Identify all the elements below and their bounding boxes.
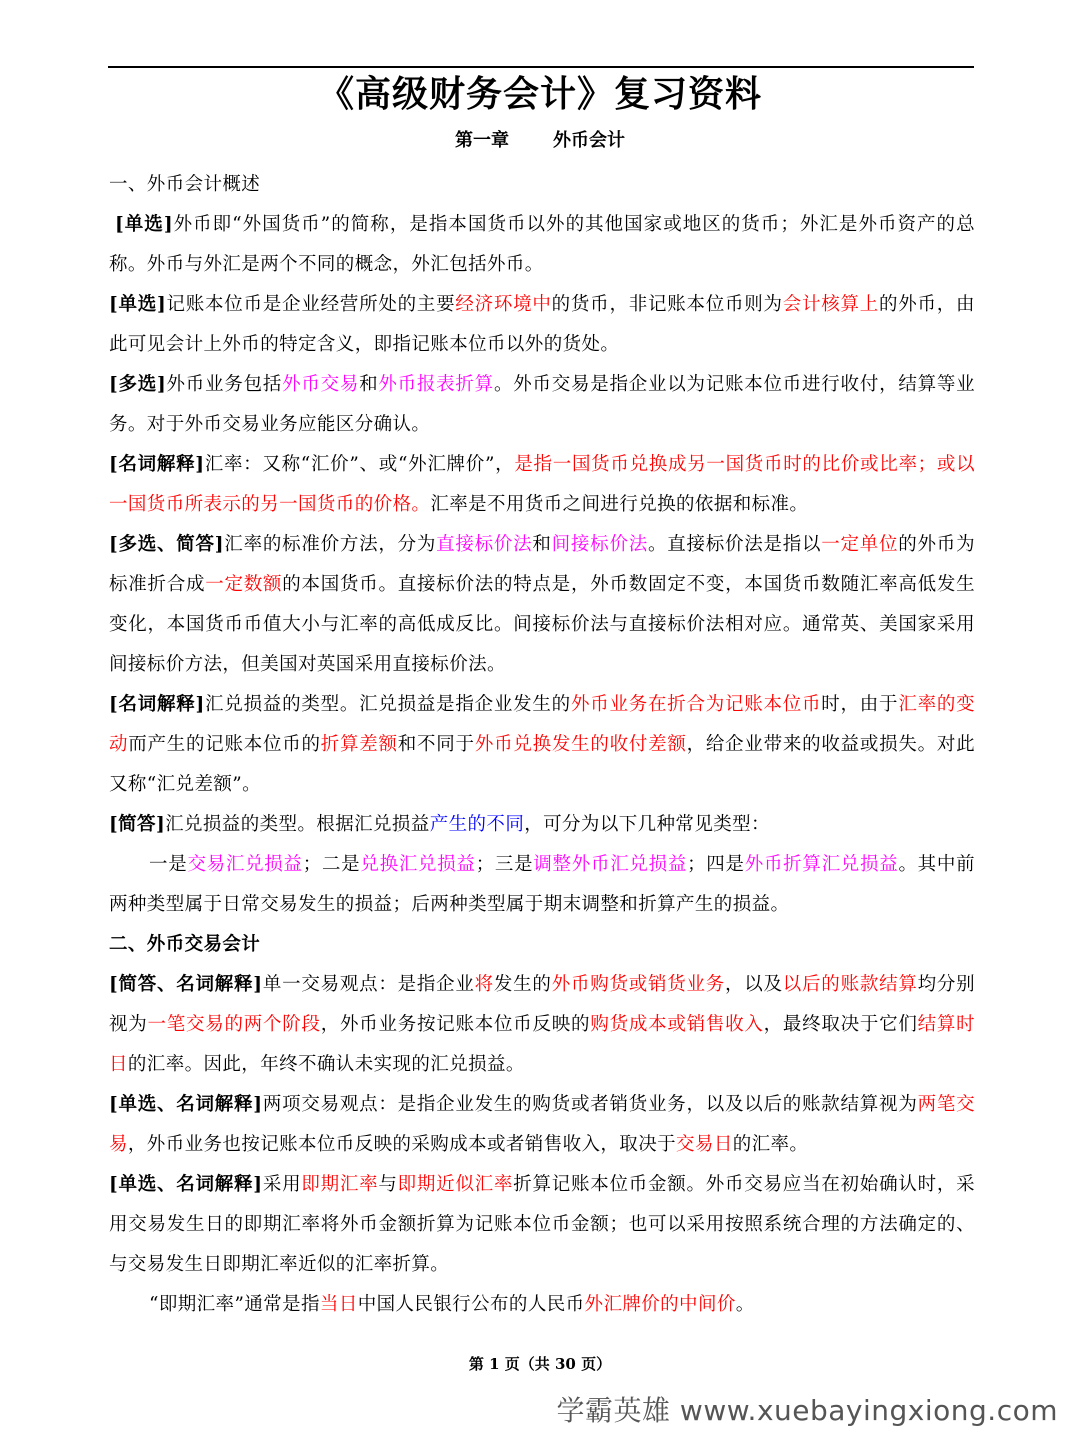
- question-tag: [多选、简答]: [109, 534, 224, 555]
- question-tag: [多选]: [109, 374, 167, 395]
- question-tag: [单选、名词解释]: [109, 1094, 263, 1115]
- highlight-red: 外汇牌价的中间价: [584, 1294, 736, 1315]
- paragraph-9: [简答、名词解释]单一交易观点：是指企业将发生的外币购货或销货业务，以及以后的账款结算均分别视为一笔交易的两个阶段，外币业务按记账本位币反映的购货成本或销售收入，最终取决于它们结算时日的汇率。因此，年终不确认未实现的汇兑损益。: [109, 974, 976, 1075]
- highlight-magenta: 调整外币汇兑损益: [533, 854, 688, 875]
- highlight-red: 购货成本或销售收入: [590, 1014, 764, 1035]
- paragraph-2: [单选]记账本位币是企业经营所处的主要经济环境中的货币，非记账本位币则为会计核算上的外币，由此可见会计上外币的特定含义，即指记账本位币以外的货处。: [109, 294, 975, 355]
- highlight-red: 是指一国货币兑换成另一国货币时的比价或比率；或以一国货币所表示的另一国货币的价格。: [109, 454, 975, 515]
- highlight-red: 以后的账款结算: [782, 974, 918, 995]
- chapter-heading: [0, 127, 1080, 155]
- highlight-magenta: 外币折算汇兑损益: [744, 854, 899, 875]
- highlight-red: 当日: [319, 1294, 358, 1315]
- question-tag: [单选]: [109, 294, 167, 315]
- paragraph-3: [多选]外币业务包括外币交易和外币报表折算。外币交易是指企业以为记账本位币进行收付，结算等业务。对于外币交易业务应能区分确认。: [109, 374, 975, 435]
- paragraph-7: [简答]汇兑损益的类型。根据汇兑损益产生的不同，可分为以下几种常见类型：: [109, 814, 770, 835]
- highlight-red: 即期近似汇率: [397, 1174, 514, 1195]
- highlight-magenta: 外币交易: [282, 374, 360, 395]
- highlight-red: 经济环境中: [455, 294, 552, 315]
- chapter-name: 外币会计: [553, 130, 625, 151]
- highlight-blue: 产生的不同: [429, 814, 525, 835]
- highlight-magenta: 兑换汇兑损益: [360, 854, 476, 875]
- document-title: 《高级财务会计》复习资料: [317, 74, 762, 115]
- section-heading-1: 一、外币会计概述: [109, 174, 261, 195]
- watermark: 学霸英雄 www.xuebayingxiong.com: [556, 1394, 1058, 1427]
- paragraph-4: [名词解释]汇率：又称“汇价”、或“外汇牌价”，是指一国货币兑换成另一国货币时的比价或比率；或以一国货币所表示的另一国货币的价格。汇率是不用货币之间进行兑换的依据和标准。: [109, 454, 975, 515]
- question-tag: [简答、名词解释]: [109, 974, 263, 995]
- highlight-red: 结算时日: [109, 1014, 975, 1075]
- paragraph-10: [单选、名词解释]两项交易观点：是指企业发生的购货或者销货业务，以及以后的账款结算视为两笔交易，外币业务也按记账本位币反映的采购成本或者销售收入，取决于交易日的汇率。: [109, 1094, 975, 1155]
- highlight-red: 一笔交易的两个阶段: [147, 1014, 321, 1035]
- highlight-red: 外币购货或销货业务: [551, 974, 726, 995]
- highlight-red: 外币兑换发生的收付差额: [474, 734, 687, 755]
- question-tag: [名词解释]: [109, 694, 205, 715]
- document-body: [109, 165, 975, 1325]
- paragraph-6: [名词解释]汇兑损益的类型。汇兑损益是指企业发生的外币业务在折合为记账本位币时，由于汇率的变动而产生的记账本位币的折算差额和不同于外币兑换发生的收付差额，给企业带来的收益或损失。对此又称“汇兑差额”。: [109, 694, 975, 795]
- section-heading-2: 二、外币交易会计: [109, 934, 261, 955]
- highlight-red: 外币业务在折合为记账本位币: [570, 694, 822, 715]
- question-tag: [单选、名词解释]: [109, 1174, 263, 1195]
- highlight-magenta: 直接标价法: [436, 534, 533, 555]
- highlight-magenta: 间接标价法: [551, 534, 648, 555]
- question-tag: [单选]: [115, 214, 173, 235]
- highlight-red: 汇率的变动: [109, 694, 975, 755]
- highlight-red: 一定数额: [205, 574, 283, 595]
- highlight-magenta: 外币报表折算: [378, 374, 494, 395]
- highlight-red: 即期汇率: [301, 1174, 379, 1195]
- highlight-red: 一定单位: [821, 534, 899, 555]
- paragraph-1: [单选]外币即“外国货币”的简称，是指本国货币以外的其他国家或地区的货币；外汇是外币资产的总称。外币与外汇是两个不同的概念，外汇包括外币。: [109, 214, 975, 275]
- highlight-red: 两笔交易: [109, 1094, 975, 1155]
- highlight-red: 交易日: [676, 1134, 733, 1155]
- page-number: 第 1 页（共 30 页）: [468, 1355, 612, 1373]
- question-tag: [名词解释]: [109, 454, 205, 475]
- chapter-number: 第一章: [455, 130, 509, 151]
- highlight-red: 折算差额: [320, 734, 398, 755]
- question-tag: [简答]: [109, 814, 166, 835]
- highlight-red: 会计核算上: [782, 294, 880, 315]
- header-rule: [108, 66, 974, 68]
- paragraph-5: [多选、简答]汇率的标准价方法，分为直接标价法和间接标价法。直接标价法是指以一定单位的外币为标准折合成一定数额的本国货币。直接标价法的特点是，外币数固定不变，本国货币数随汇率高低发生变化，本国货币币值大小与汇率的高低成反比。间接标价法与直接标价法相对应。通常英、美国家采用间接标价方法，但美国对英国采用直接标价法。: [109, 534, 975, 675]
- highlight-magenta: 交易汇兑损益: [187, 854, 303, 875]
- highlight-red: 将: [474, 974, 494, 995]
- paragraph-11: [单选、名词解释]采用即期汇率与即期近似汇率折算记账本位币金额。外币交易应当在初始确认时，采用交易发生日的即期汇率将外币金额折算为记账本位币金额；也可以采用按照系统合理的方法确定的、与交易发生日即期汇率近似的汇率折算。: [109, 1174, 975, 1275]
- paragraph-8: 一是交易汇兑损益；二是兑换汇兑损益；三是调整外币汇兑损益；四是外币折算汇兑损益。其中前两种类型属于日常交易发生的损益；后两种类型属于期末调整和折算产生的损益。: [109, 854, 976, 915]
- paragraph-12: “即期汇率”通常是指当日中国人民银行公布的人民币外汇牌价的中间价。: [149, 1294, 755, 1315]
